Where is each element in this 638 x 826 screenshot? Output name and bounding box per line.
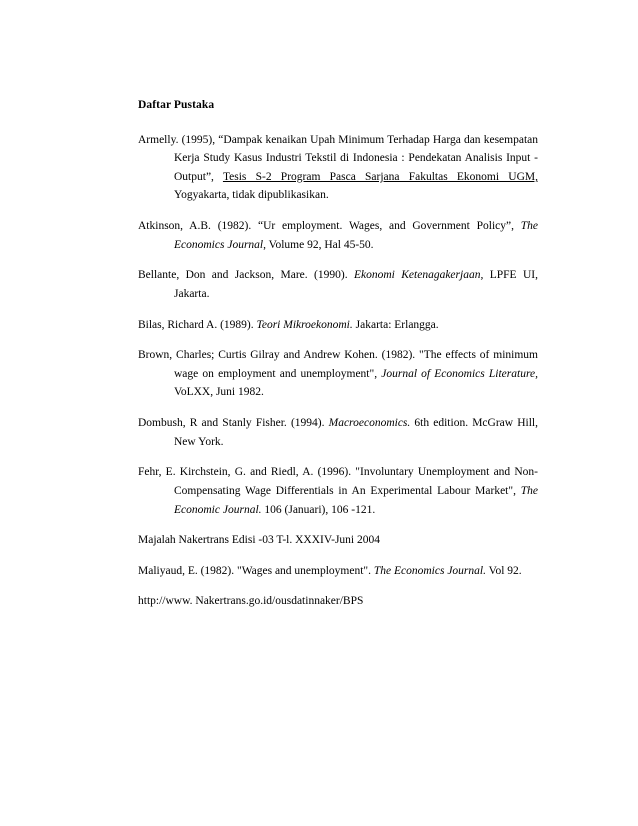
entry-text: [138, 346, 538, 402]
entry-segment: Majalah Nakertrans Edisi -03 T-l. XXXIV-Juni 2004: [138, 534, 380, 547]
entry-title-underline: Tesis S-2 Program Pasca Sarjana Fakultas Ekonomi UGM,: [222, 170, 538, 183]
entry-segment: Bellante, Don and Jackson, Mare. (1990).: [138, 269, 354, 282]
bibliography-content: [138, 98, 538, 623]
entry-text: [138, 316, 538, 335]
entry-segment: Bilas, Richard A. (1989).: [138, 318, 257, 331]
bibliography-list: [138, 131, 538, 612]
bibliography-entry: [138, 562, 538, 581]
bibliography-entry: [138, 266, 538, 303]
entry-title-italic: The Economic Journal.: [174, 484, 538, 516]
entry-title-italic: Macroeconomics.: [328, 417, 411, 430]
entry-segment: Atkinson, A.B. (1982). “Ur employment. Wages, and Government Policy”,: [138, 220, 521, 233]
entry-segment: 106 (Januari), 106 -121.: [261, 503, 376, 516]
entry-text: [138, 531, 538, 550]
entry-text: [138, 562, 538, 581]
entry-title-italic: The Economics Journal.: [373, 564, 486, 577]
entry-text: [138, 414, 538, 451]
entry-segment: Dombush, R and Stanly Fisher. (1994).: [138, 417, 329, 430]
entry-segment: http://www. Nakertrans.go.id/ousdatinnaker/BPS: [138, 595, 364, 608]
bibliography-entry: [138, 592, 538, 611]
entry-text: [138, 463, 538, 519]
entry-segment: Maliyaud, E. (1982). "Wages and unemployment".: [138, 564, 374, 577]
entry-text: [138, 266, 538, 303]
bibliography-entry: [138, 316, 538, 335]
bibliography-entry: [138, 217, 538, 254]
entry-segment: , Volume 92, Hal 45-50.: [263, 238, 374, 251]
entry-segment: Fehr, E. Kirchstein, G. and Riedl, A. (1996). "Involuntary Unemployment and Non-Compensating Wage Differentials in An Experimental Labour Market",: [138, 466, 538, 497]
entry-title-italic: Teori Mikroekonomi.: [256, 318, 353, 331]
entry-segment: Jakarta: Erlangga.: [352, 318, 439, 331]
entry-title-italic: Ekonomi Ketenagakerjaan,: [353, 269, 484, 282]
bibliography-entry: [138, 414, 538, 451]
bibliography-entry: [138, 131, 538, 206]
entry-segment: 6th edition. McGraw Hill, New York.: [174, 417, 538, 448]
entry-segment: VoLXX, Juni 1982.: [174, 386, 264, 399]
entry-text: [138, 217, 538, 254]
entry-segment: Yogyakarta, tidak dipublikasikan.: [174, 189, 329, 202]
entry-text: [138, 131, 538, 206]
entry-segment: Vol 92.: [485, 564, 522, 577]
bibliography-entry: [138, 463, 538, 519]
entry-title-italic: Journal of Economics Literature,: [381, 367, 538, 380]
bibliography-entry: [138, 346, 538, 402]
bibliography-entry: [138, 531, 538, 550]
entry-segment: Armelly. (1995), “Dampak kenaikan Upah Minimum Terhadap Harga dan kesempatan Kerja Study Kasus Industri Tekstil di Indonesia : Pendekatan Analisis Input -Output”,: [138, 133, 538, 183]
entry-text: [138, 592, 538, 611]
page-title: Daftar Pustaka: [138, 99, 215, 111]
entry-segment: LPFE UI, Jakarta.: [174, 269, 538, 300]
entry-segment: Brown, Charles; Curtis Gilray and Andrew Kohen. (1982). "The effects of minimum wage on employment and unemployment",: [138, 349, 538, 380]
entry-title-italic: The Economics Journal: [174, 220, 538, 251]
